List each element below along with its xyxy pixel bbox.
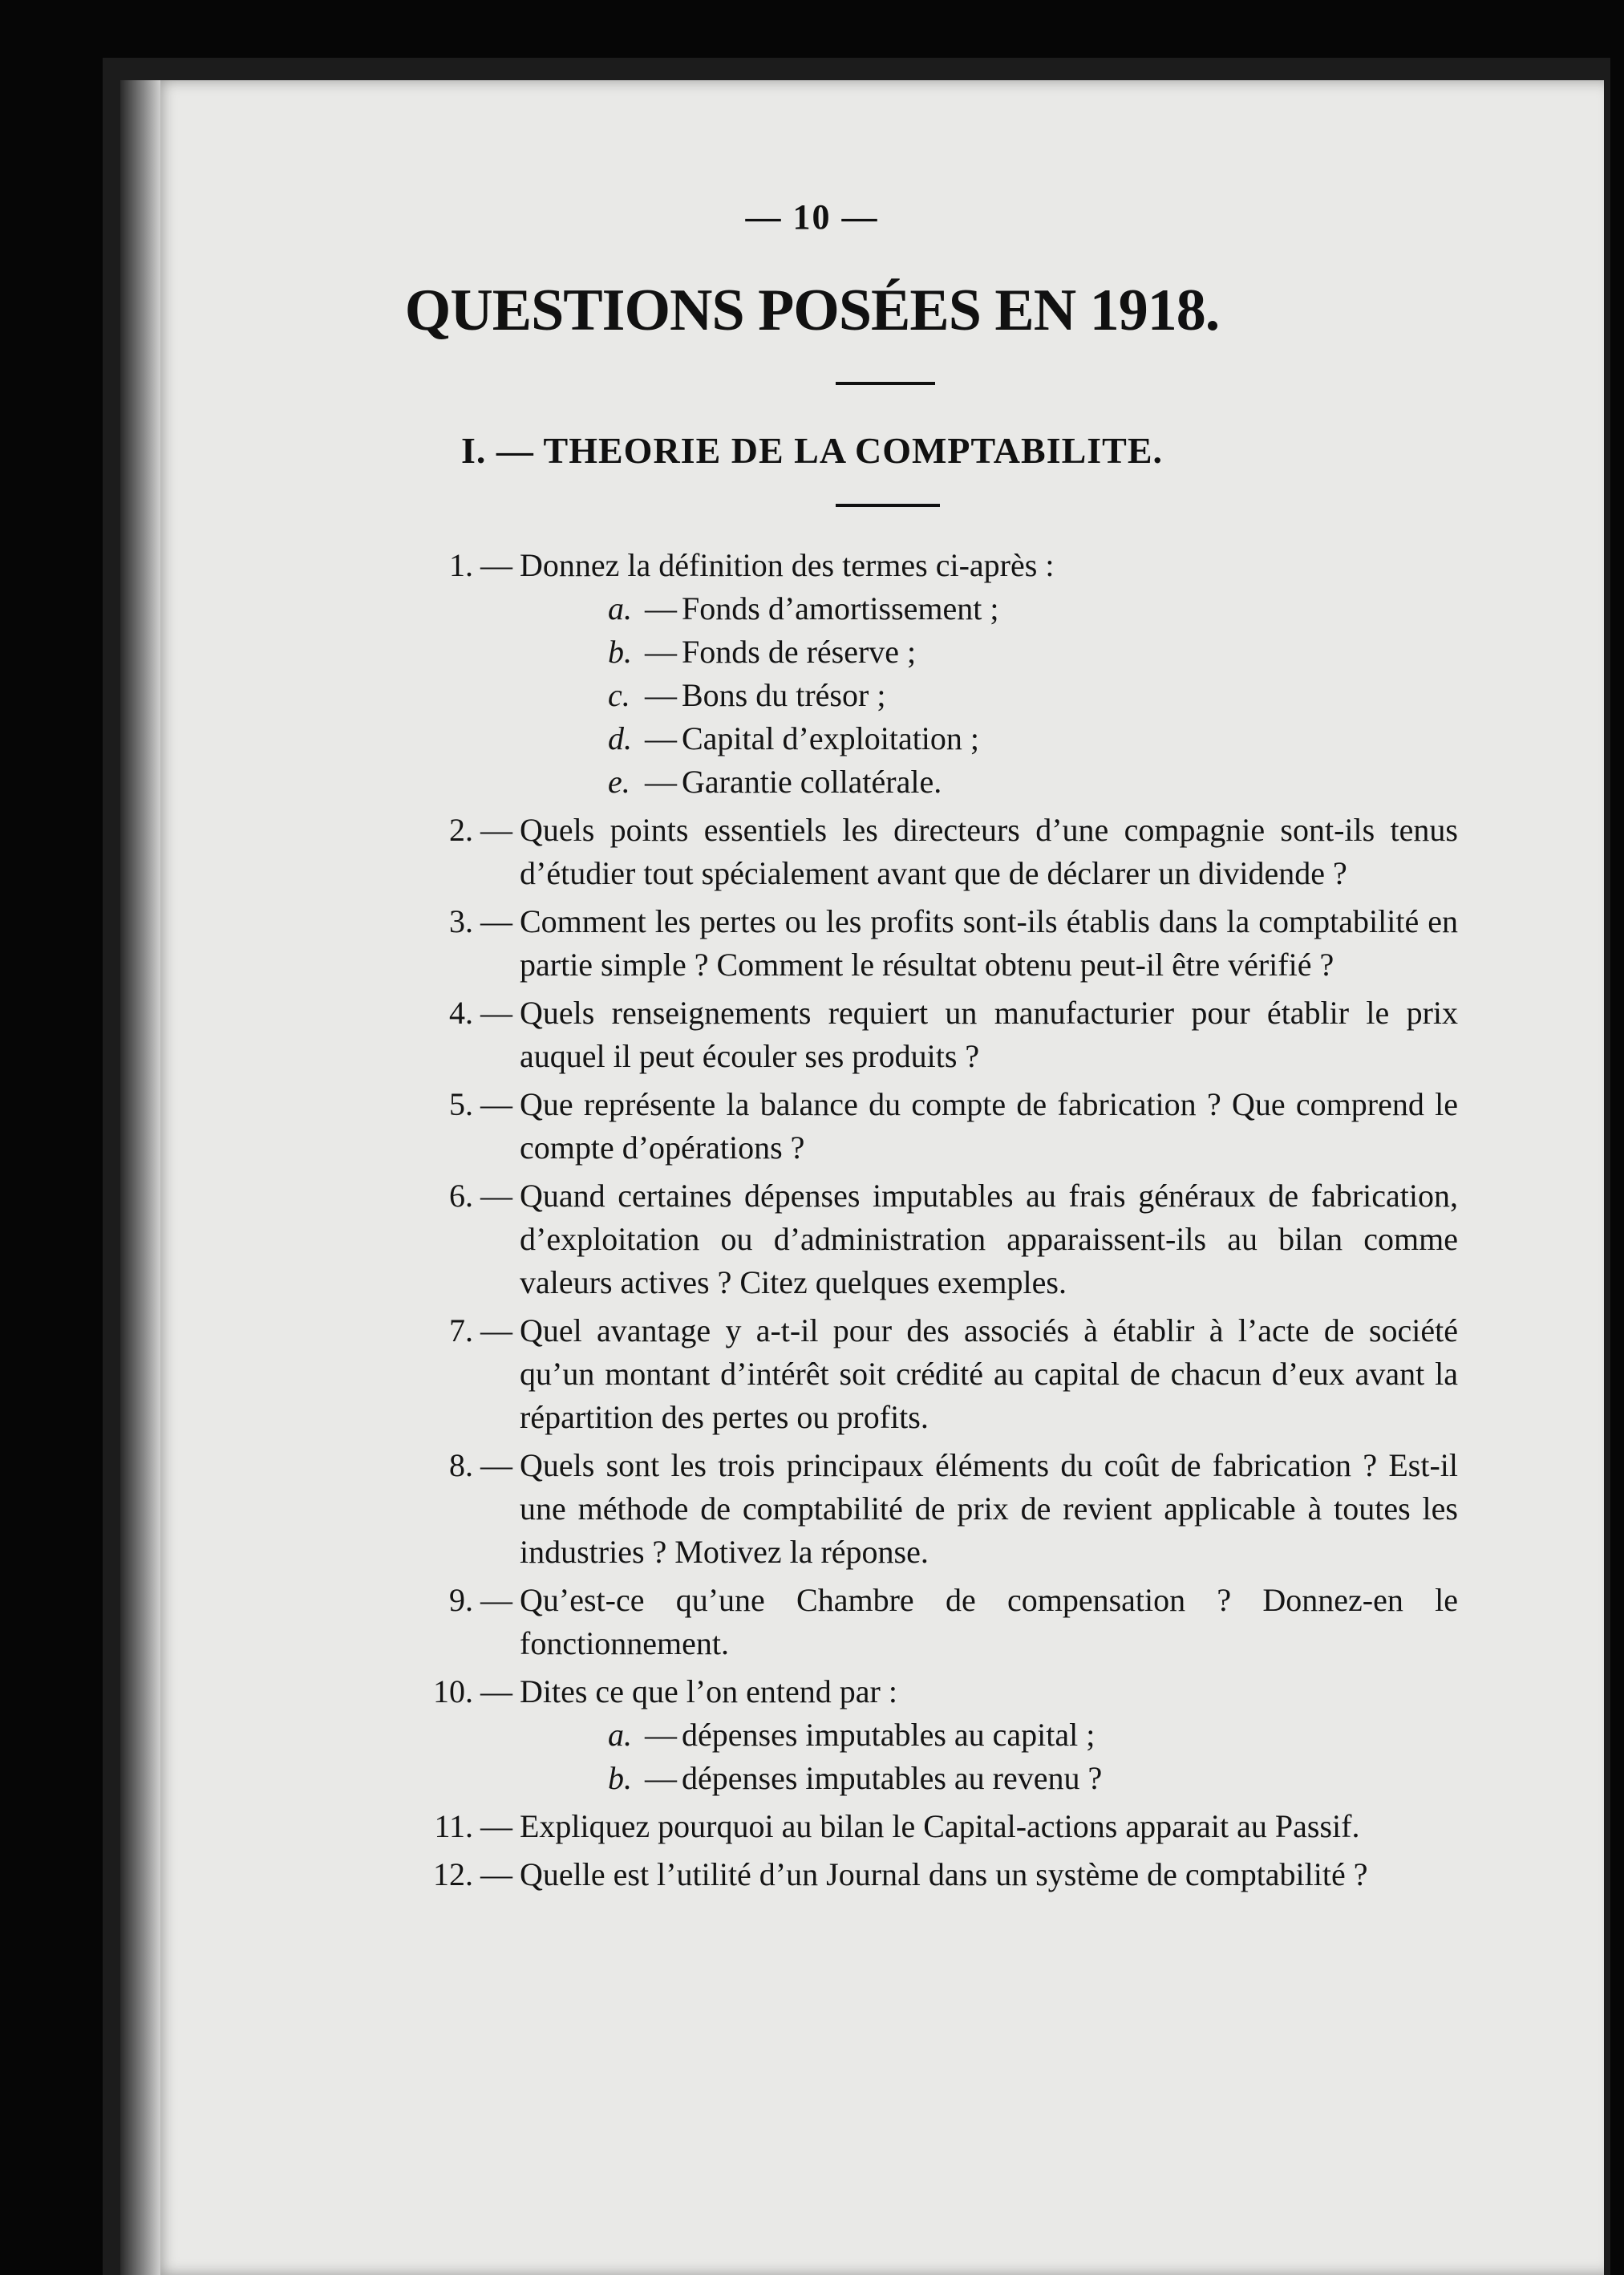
question-body — [520, 809, 1458, 895]
sub-item-label: b. — [608, 634, 632, 670]
question-item — [383, 1174, 1458, 1304]
question-body — [520, 544, 1458, 804]
sub-item — [520, 717, 1458, 760]
sub-item-text: Bons du trésor ; — [682, 677, 886, 713]
page-gutter — [120, 80, 160, 2275]
sub-item-text: Fonds d’amortissement ; — [682, 590, 999, 627]
question-text: Quels points essentiels les directeurs d’une compagnie sont-ils tenus d’étudier tout spécialement avant que de déclarer un dividende ? — [520, 812, 1458, 891]
page-title: QUESTIONS POSÉES EN 1918. — [404, 278, 1220, 343]
sub-item — [520, 1713, 1458, 1757]
question-number: 11. — [434, 1808, 473, 1844]
question-item — [383, 1309, 1458, 1439]
question-text: Donnez la définition des termes ci-après : — [520, 547, 1055, 583]
question-body — [520, 900, 1458, 987]
sub-item-label: a. — [608, 590, 632, 627]
question-item — [383, 544, 1458, 804]
question-body — [520, 1444, 1458, 1574]
sub-item-label: c. — [608, 677, 630, 713]
question-dash: — — [480, 903, 512, 939]
question-item — [383, 1444, 1458, 1574]
sub-item-dash: — — [645, 590, 677, 627]
sub-item-label: b. — [608, 1760, 632, 1796]
question-dash: — — [480, 1086, 512, 1122]
question-body — [520, 1309, 1458, 1439]
question-body — [520, 1853, 1458, 1896]
question-body — [520, 1670, 1458, 1800]
question-dash: — — [480, 1178, 512, 1214]
question-number: 2. — [449, 812, 473, 848]
sub-item-label: d. — [608, 720, 632, 756]
question-text: Quand certaines dépenses imputables au frais généraux de fabrication, d’exploitation ou d’administration apparaissent-ils au bilan comme valeurs actives ? Citez quelques exemples. — [520, 1178, 1458, 1300]
sub-item — [520, 587, 1458, 631]
sub-item — [520, 631, 1458, 674]
question-item — [383, 809, 1458, 895]
sub-item-dash: — — [645, 634, 677, 670]
question-item — [383, 900, 1458, 987]
section-rule — [836, 504, 940, 507]
sub-item-label: e. — [608, 764, 630, 800]
question-dash: — — [480, 1582, 512, 1618]
question-dash: — — [480, 1312, 512, 1348]
question-dash: — — [480, 1856, 512, 1892]
question-text: Quel avantage y a-t-il pour des associés à établir à l’acte de société qu’un montant d’intérêt soit crédité au capital de chacun d’eux avant la répartition des pertes ou profits. — [520, 1312, 1458, 1435]
question-number: 1. — [449, 547, 473, 583]
sub-item-text: dépenses imputables au capital ; — [682, 1717, 1095, 1753]
question-number: 4. — [449, 995, 473, 1031]
question-body — [520, 1083, 1458, 1170]
question-text: Que représente la balance du compte de fabrication ? Que comprend le compte d’opérations ? — [520, 1086, 1458, 1166]
sub-item-label: a. — [608, 1717, 632, 1753]
question-text: Qu’est-ce qu’une Chambre de compensation ? Donnez-en le fonctionnement. — [520, 1582, 1458, 1661]
question-body — [520, 1805, 1458, 1848]
question-item — [383, 1083, 1458, 1170]
sub-item-text: Fonds de réserve ; — [682, 634, 917, 670]
question-number: 7. — [449, 1312, 473, 1348]
sub-item-dash: — — [645, 764, 677, 800]
question-body — [520, 992, 1458, 1078]
question-text: Comment les pertes ou les profits sont-ils établis dans la comptabilité en partie simple ? Comment le résultat obtenu peut-il être vérifié ? — [520, 903, 1458, 983]
question-item — [383, 1670, 1458, 1800]
question-number: 8. — [449, 1447, 473, 1483]
question-list — [383, 544, 1458, 1901]
sub-item-text: dépenses imputables au revenu ? — [682, 1760, 1103, 1796]
sub-item-dash: — — [645, 1717, 677, 1753]
question-text: Quelle est l’utilité d’un Journal dans un système de comptabilité ? — [520, 1856, 1368, 1892]
question-dash: — — [480, 1447, 512, 1483]
question-text: Dites ce que l’on entend par : — [520, 1673, 897, 1709]
title-rule — [836, 382, 935, 385]
sub-item — [520, 674, 1458, 717]
question-dash: — — [480, 1808, 512, 1844]
question-text: Quels sont les trois principaux éléments du coût de fabrication ? Est-il une méthode de comptabilité de prix de revient applicable à toutes les industries ? Motivez la réponse. — [520, 1447, 1458, 1570]
question-number: 9. — [449, 1582, 473, 1618]
page-number: — 10 — — [745, 197, 879, 237]
sub-item-dash: — — [645, 677, 677, 713]
question-number: 10. — [433, 1673, 473, 1709]
question-text: Quels renseignements requiert un manufacturier pour établir le prix auquel il peut écouler ses produits ? — [520, 995, 1458, 1074]
sub-item-text: Garantie collatérale. — [682, 764, 942, 800]
question-number: 3. — [449, 903, 473, 939]
question-dash: — — [480, 812, 512, 848]
question-number: 5. — [449, 1086, 473, 1122]
question-text: Expliquez pourquoi au bilan le Capital-actions apparait au Passif. — [520, 1808, 1360, 1844]
question-body — [520, 1174, 1458, 1304]
question-number: 6. — [449, 1178, 473, 1214]
question-dash: — — [480, 995, 512, 1031]
sub-item-dash: — — [645, 720, 677, 756]
sub-item — [520, 760, 1458, 804]
section-heading: I. — THEORIE DE LA COMPTABILITE. — [460, 430, 1164, 471]
sub-item-dash: — — [645, 1760, 677, 1796]
question-body — [520, 1579, 1458, 1665]
question-item — [383, 1805, 1458, 1848]
question-item — [383, 1579, 1458, 1665]
question-dash: — — [480, 547, 512, 583]
question-item — [383, 992, 1458, 1078]
question-dash: — — [480, 1673, 512, 1709]
question-number: 12. — [433, 1856, 473, 1892]
sub-item-text: Capital d’exploitation ; — [682, 720, 980, 756]
question-item — [383, 1853, 1458, 1896]
sub-item — [520, 1757, 1458, 1800]
